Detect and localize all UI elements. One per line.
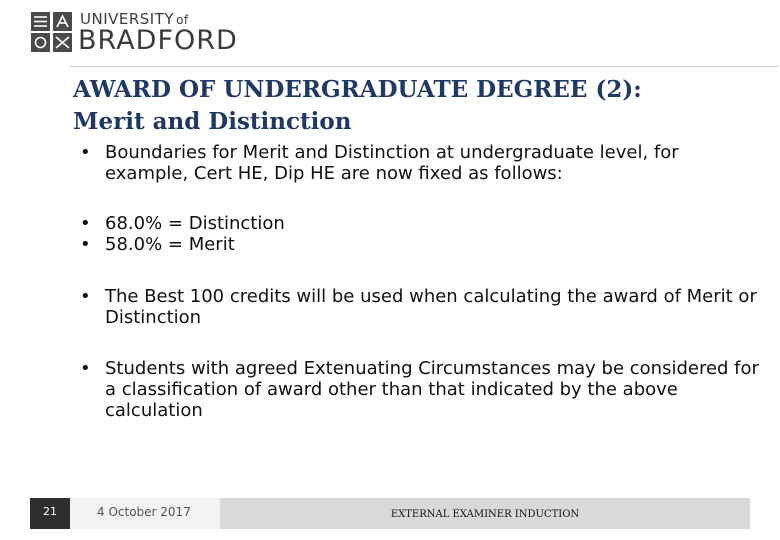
header-divider — [70, 66, 778, 67]
bullet-merit: • 58.0% = Merit — [76, 234, 766, 255]
footer-date: 4 October 2017 — [70, 498, 220, 529]
university-logo — [30, 11, 250, 55]
bullet-best-credits: • The Best 100 credits will be used when calculating the award of Merit or Distinction — [76, 286, 766, 328]
footer-label: EXTERNAL EXAMINER INDUCTION — [220, 498, 750, 529]
slide-footer — [30, 498, 750, 529]
bullet-distinction: • 68.0% = Distinction — [76, 213, 766, 234]
logo-university-text: UNIVERSITY of — [80, 10, 189, 28]
slide-number: 21 — [30, 498, 70, 529]
slide-title — [73, 74, 763, 138]
bullet-boundaries: • Boundaries for Merit and Distinction at undergraduate level, for example, Cert HE, Dip HE are now fixed as follows: — [76, 142, 766, 184]
slide-title-line2: Merit and Distinction — [73, 108, 352, 135]
university-crest-icon — [30, 11, 74, 53]
logo-bradford-text: BRADFORD — [78, 25, 238, 56]
slide-title-line1: AWARD OF UNDERGRADUATE DEGREE (2): — [73, 76, 642, 103]
bullet-list — [76, 142, 766, 421]
bullet-extenuating: • Students with agreed Extenuating Circumstances may be considered for a classification of award other than that indicated by the above calculation — [76, 358, 766, 421]
